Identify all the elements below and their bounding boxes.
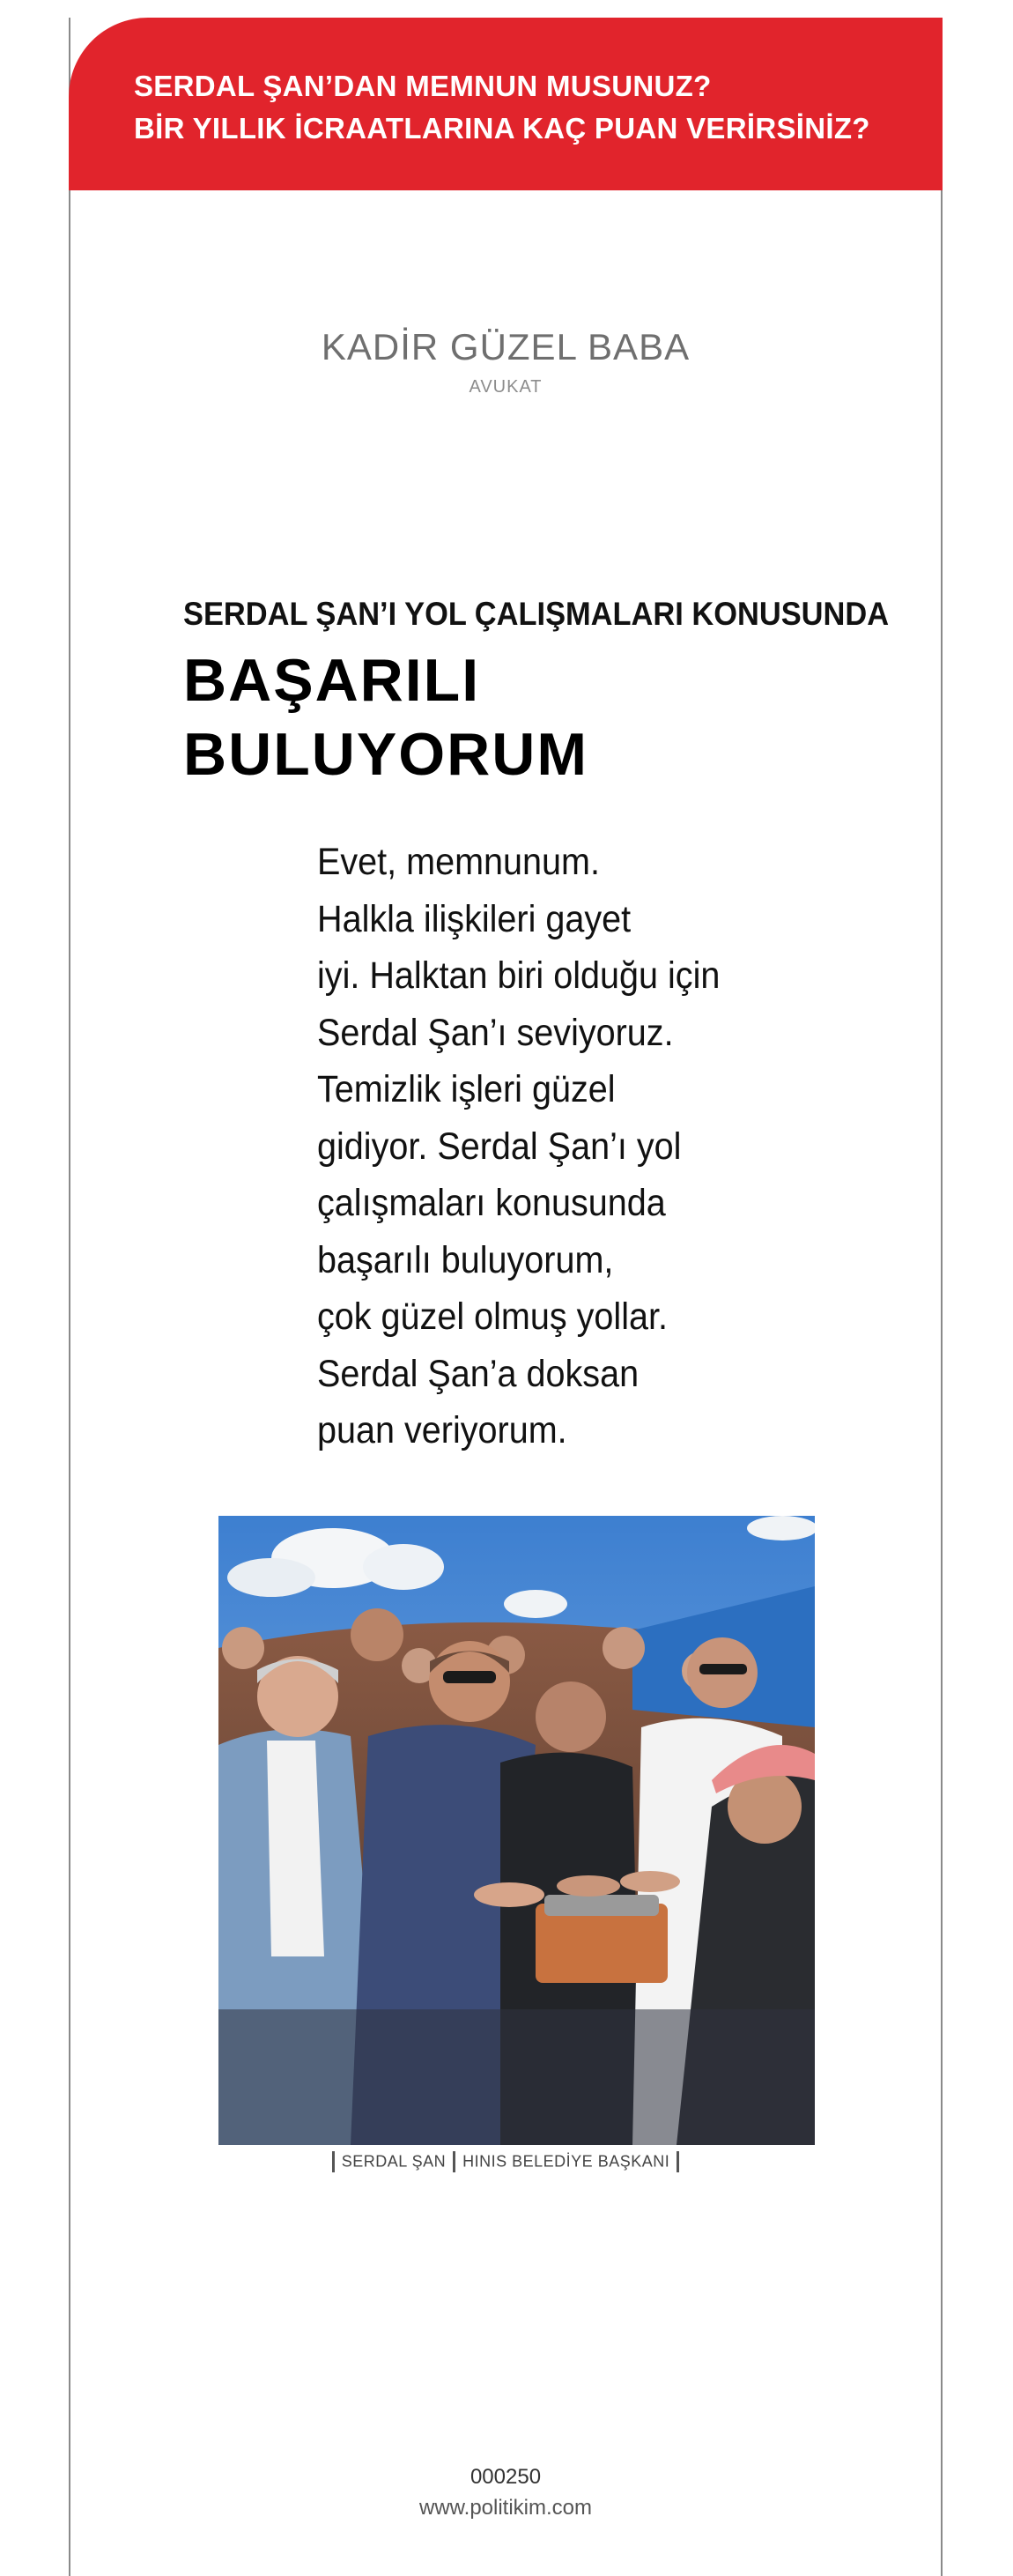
- article-body: [317, 834, 720, 1459]
- header-question-line-2: BİR YILLIK İCRAATLARINA KAÇ PUAN VERİRSİNİZ?: [134, 112, 870, 145]
- headline-line-2: BULUYORUM: [183, 721, 588, 788]
- body-line: gidiyor. Serdal Şan’ı yol: [317, 1125, 682, 1168]
- body-line: Serdal Şan’ı seviyoruz.: [317, 1011, 674, 1054]
- page-code: 000250: [470, 2465, 542, 2489]
- article-headline: [183, 643, 588, 791]
- group-photo: [218, 1516, 815, 2145]
- body-line: çalışmaları konusunda: [317, 1182, 666, 1224]
- body-line: Serdal Şan’a doksan: [317, 1352, 640, 1395]
- body-line: iyi. Halktan biri olduğu için: [317, 954, 721, 997]
- header-banner: [69, 18, 943, 190]
- body-line: Halkla ilişkileri gayet: [317, 897, 632, 940]
- caption-name: SERDAL ŞAN: [341, 2152, 447, 2171]
- body-line: Temizlik işleri güzel: [317, 1068, 616, 1110]
- caption-divider: [677, 2151, 679, 2172]
- headline-line-1: BAŞARILI: [183, 647, 481, 714]
- caption-title: HINIS BELEDİYE BAŞKANI: [462, 2152, 670, 2171]
- body-line: çok güzel olmuş yollar.: [317, 1295, 668, 1338]
- body-line: puan veriyorum.: [317, 1409, 567, 1451]
- caption-divider: [332, 2151, 335, 2172]
- caption-divider: [453, 2151, 455, 2172]
- author-name: KADİR GÜZEL BABA: [321, 326, 691, 367]
- body-line: başarılı buluyorum,: [317, 1238, 614, 1281]
- photo-caption: [69, 2151, 943, 2172]
- body-line: Evet, memnunum.: [317, 841, 601, 883]
- header-question-line-1: SERDAL ŞAN’DAN MEMNUN MUSUNUZ?: [134, 70, 712, 102]
- author-role: AVUKAT: [469, 377, 543, 397]
- site-url[interactable]: www.politikim.com: [418, 2496, 593, 2520]
- article-kicker: SERDAL ŞAN’I YOL ÇALIŞMALARI KONUSUNDA: [183, 596, 890, 632]
